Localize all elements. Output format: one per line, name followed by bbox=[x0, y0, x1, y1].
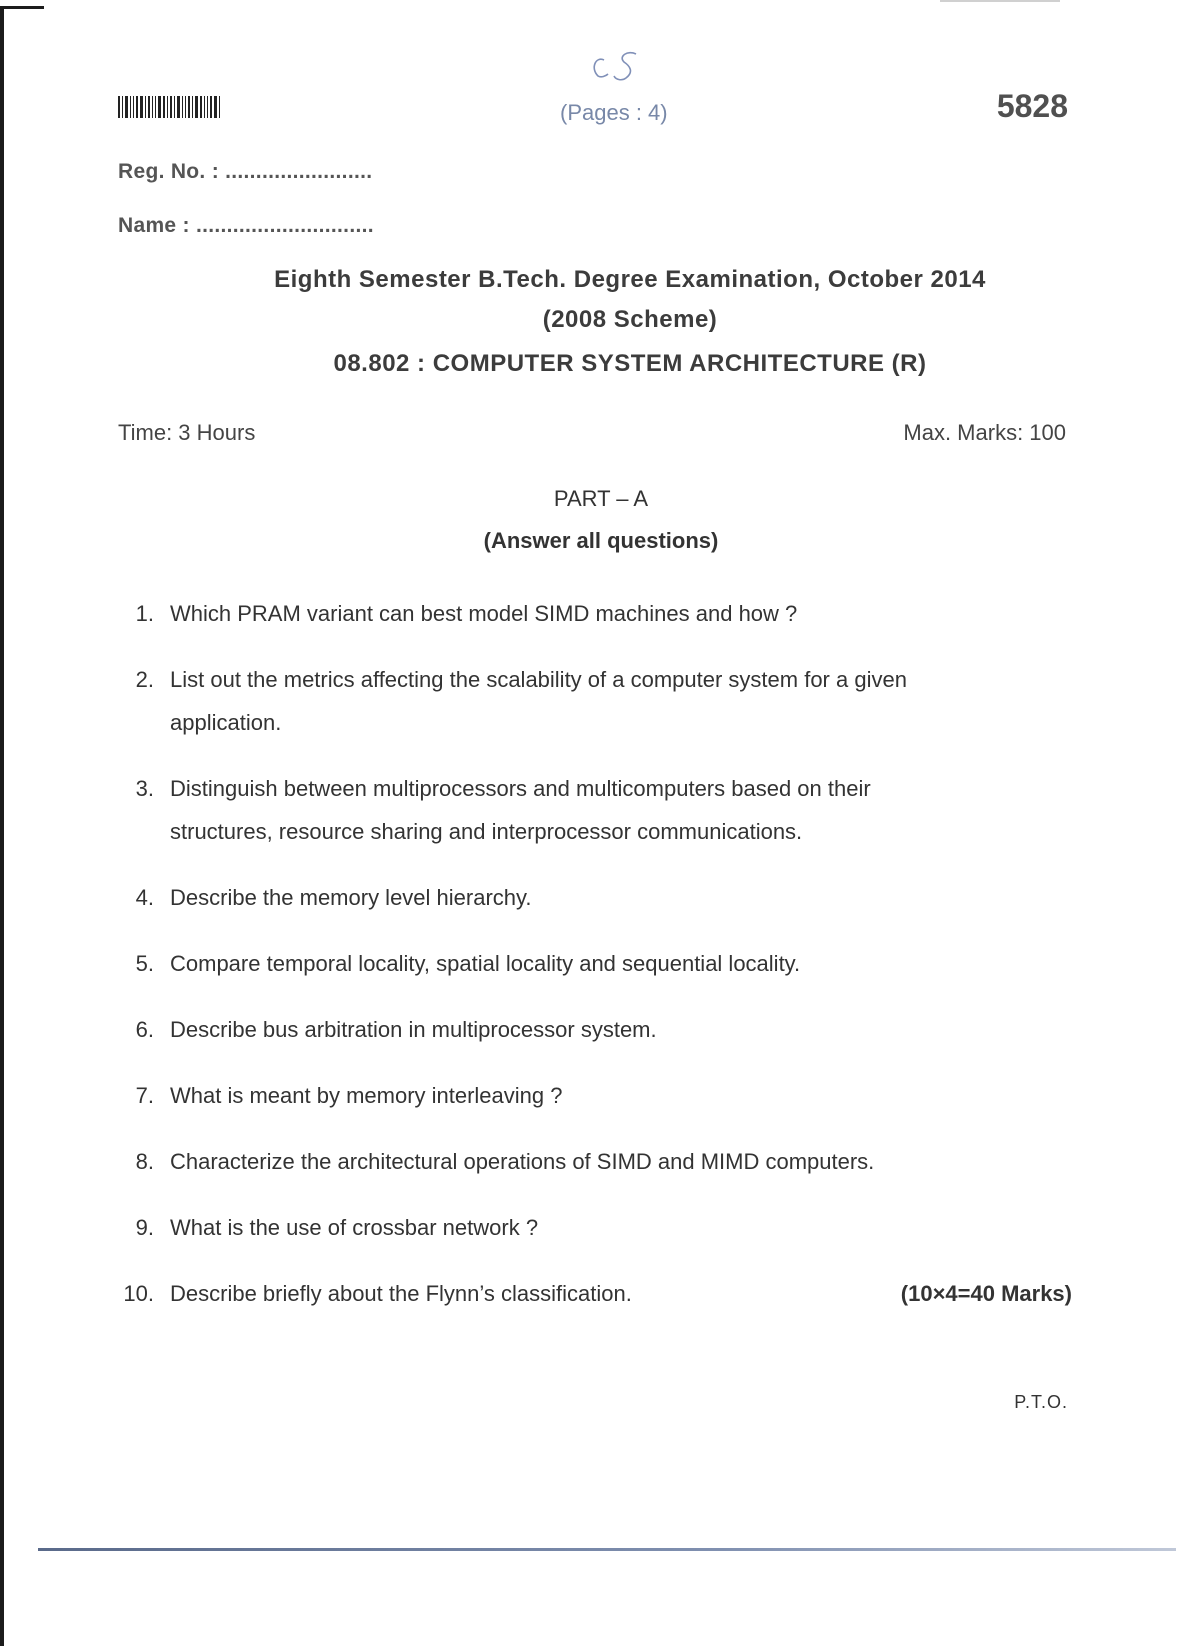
question-text: Distinguish between multiprocessors and multicomputers based on their structures, resource sharing and interprocessor communications. bbox=[170, 776, 871, 844]
question-text: Compare temporal locality, spatial locality and sequential locality. bbox=[170, 951, 801, 976]
handwritten-note bbox=[586, 46, 646, 86]
question-item bbox=[112, 1008, 1072, 1051]
barcode-bar bbox=[192, 96, 193, 118]
question-text: Describe bus arbitration in multiprocessor system. bbox=[170, 1017, 657, 1042]
reg-no-field: Reg. No. : ........................ bbox=[118, 160, 373, 183]
question-number: 2. bbox=[135, 667, 154, 692]
question-number: 8. bbox=[135, 1149, 154, 1174]
question-number: 3. bbox=[135, 776, 154, 801]
question-item bbox=[112, 1206, 1072, 1249]
time-allowed: Time: 3 Hours bbox=[118, 420, 256, 445]
barcode-bar bbox=[174, 96, 175, 118]
barcode-bar bbox=[130, 96, 131, 118]
scan-mark bbox=[940, 0, 1060, 2]
question-item bbox=[112, 1272, 1072, 1315]
barcode bbox=[118, 96, 244, 118]
question-list bbox=[112, 592, 1072, 1338]
barcode-bar bbox=[125, 96, 128, 118]
question-item bbox=[112, 592, 1072, 635]
page-edge-left bbox=[0, 6, 4, 1646]
barcode-bar bbox=[152, 96, 153, 118]
pto-label: P.T.O. bbox=[1014, 1392, 1068, 1412]
question-item bbox=[112, 767, 1072, 853]
barcode-bar bbox=[195, 96, 198, 118]
question-item bbox=[112, 658, 1072, 744]
barcode-bar bbox=[214, 96, 217, 118]
question-text: Which PRAM variant can best model SIMD machines and how ? bbox=[170, 601, 798, 626]
page-count: (Pages : 4) bbox=[560, 100, 668, 125]
question-item bbox=[112, 1140, 1072, 1183]
barcode-bar bbox=[122, 96, 123, 118]
question-text: Characterize the architectural operations of SIMD and MIMD computers. bbox=[170, 1149, 875, 1174]
question-number: 6. bbox=[135, 1017, 154, 1042]
question-text: Describe briefly about the Flynn’s classification. bbox=[170, 1281, 632, 1306]
barcode-bar bbox=[188, 96, 190, 118]
barcode-bar bbox=[118, 96, 120, 118]
question-item bbox=[112, 942, 1072, 985]
question-text: List out the metrics affecting the scalability of a computer system for a given application. bbox=[170, 667, 907, 735]
question-number: 5. bbox=[135, 951, 154, 976]
name-field: Name : ............................. bbox=[118, 214, 374, 237]
barcode-bar bbox=[210, 96, 212, 118]
barcode-bar bbox=[163, 96, 165, 118]
question-number: 1. bbox=[135, 601, 154, 626]
barcode-bar bbox=[145, 96, 146, 118]
question-number: 7. bbox=[135, 1083, 154, 1108]
barcode-bar bbox=[140, 96, 143, 118]
question-item bbox=[112, 876, 1072, 919]
barcode-bar bbox=[158, 96, 161, 118]
part-title: PART – A bbox=[553, 486, 649, 511]
exam-scheme: (2008 Scheme) bbox=[542, 306, 718, 333]
barcode-bar bbox=[207, 96, 208, 118]
course-title: 08.802 : COMPUTER SYSTEM ARCHITECTURE (R) bbox=[333, 350, 927, 377]
exam-title: Eighth Semester B.Tech. Degree Examination, October 2014 bbox=[274, 266, 986, 293]
paper-code: 5828 bbox=[996, 88, 1068, 124]
part-a-marks: (10×4=40 Marks) bbox=[900, 1281, 1072, 1306]
page-edge-top bbox=[0, 6, 44, 9]
part-instruction: (Answer all questions) bbox=[483, 528, 719, 553]
barcode-bar bbox=[219, 96, 220, 118]
barcode-bar bbox=[136, 96, 138, 118]
barcode-bar bbox=[204, 96, 205, 118]
question-text: What is the use of crossbar network ? bbox=[170, 1215, 539, 1240]
question-number: 4. bbox=[135, 885, 154, 910]
barcode-bar bbox=[200, 96, 202, 118]
barcode-bar bbox=[167, 96, 168, 118]
barcode-bar bbox=[185, 96, 186, 118]
question-text: Describe the memory level hierarchy. bbox=[170, 885, 532, 910]
max-marks: Max. Marks: 100 bbox=[903, 420, 1066, 445]
barcode-bar bbox=[148, 96, 150, 118]
bottom-rule bbox=[38, 1548, 1176, 1551]
barcode-bar bbox=[182, 96, 183, 118]
barcode-bar bbox=[155, 96, 156, 118]
barcode-bar bbox=[177, 96, 180, 118]
question-text: What is meant by memory interleaving ? bbox=[170, 1083, 563, 1108]
question-number: 10. bbox=[123, 1281, 154, 1306]
barcode-bar bbox=[170, 96, 172, 118]
barcode-bar bbox=[133, 96, 134, 118]
question-number: 9. bbox=[135, 1215, 154, 1240]
question-item bbox=[112, 1074, 1072, 1117]
